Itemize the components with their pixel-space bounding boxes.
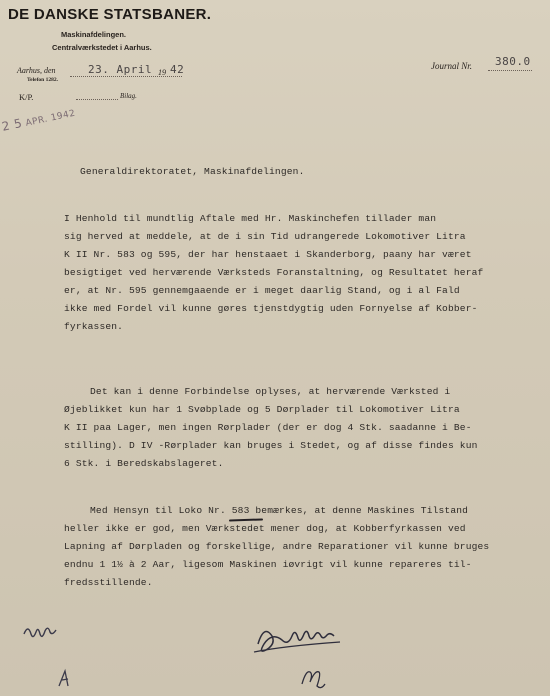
text-line: heller ikke er god, men Værkstedet mener dog, at Kobberfyrkassen ved	[64, 523, 466, 534]
text-line: fyrkassen.	[64, 321, 124, 332]
date-year-prefix: 19	[158, 68, 166, 77]
signature	[250, 622, 350, 662]
text-line: K II Nr. 583 og 595, der har henstaaet i Skanderborg, paany har været	[64, 249, 472, 260]
text-line: stilling). D IV -Rørplader kan bruges i Stedet, og af disse findes kun	[64, 440, 478, 451]
stamp-day: 2 5	[0, 115, 24, 134]
text-line: 6 Stk. i Beredskabslageret.	[64, 458, 224, 469]
journal-line	[488, 70, 532, 71]
text-line: ikke med Fordel vil kunne gøres tjenstdygtig uden Fornyelse af Kobber-	[64, 303, 478, 314]
handwritten-initial	[298, 664, 328, 690]
text-line: Det kan i denne Forbindelse oplyses, at herværende Værksted i	[90, 386, 451, 397]
handwritten-underline	[229, 518, 263, 521]
workshop-name: Centralværkstedet i Aarhus.	[52, 43, 152, 52]
company-name: DE DANSKE STATSBANER.	[8, 6, 212, 23]
reference-line	[76, 99, 118, 100]
text-line: Øjeblikket kun har 1 Svøbplade og 5 Dørplader til Lokomotiver Litra	[64, 404, 460, 415]
handwritten-initials-mark	[22, 620, 62, 644]
department-name: Maskinafdelingen.	[61, 30, 127, 39]
phone-label: Telefon 1282.	[27, 77, 58, 83]
text-line: K II paa Lager, men ingen Rørplader (der er dog 4 Stk. saadanne i Be-	[64, 422, 472, 433]
text-line: endnu 1 1½ à 2 Aar, ligesom Maskinen iøvrigt vil kunne repareres til-	[64, 559, 472, 570]
enclosures-label: Bilag.	[120, 92, 137, 100]
date-year: 42	[170, 63, 185, 76]
received-stamp	[1, 105, 77, 134]
stamp-month-year: APR. 1942	[24, 108, 77, 129]
journal-number: 380.0	[495, 55, 531, 68]
text-line: besigtiget ved herværende Værksteds Foranstaltning, og Resultatet heraf	[64, 267, 484, 278]
journal-label: Journal Nr.	[431, 61, 473, 71]
addressee: Generaldirektoratet, Maskinafdelingen.	[80, 166, 305, 177]
date-day: 23. April	[88, 63, 153, 76]
text-line: Med Hensyn til Loko Nr. 583 bemærkes, at denne Maskines Tilstand	[90, 505, 469, 516]
text-line: fredsstillende.	[64, 577, 153, 588]
text-line: I Henhold til mundtlig Aftale med Hr. Maskinchefen tillader man	[64, 213, 437, 224]
text-line: Lapning af Dørpladen og forskellige, andre Reparationer vil kunne bruges	[64, 541, 490, 552]
place-label: Aarhus, den	[17, 66, 56, 75]
reference-label: K/P.	[19, 92, 34, 102]
handwritten-mark	[56, 668, 76, 690]
text-line: sig herved at meddele, at de i sin Tid udrangerede Lokomotiver Litra	[64, 231, 466, 242]
text-line: er, at Nr. 595 gennemgaaende er i meget daarlig Stand, og i al Fald	[64, 285, 460, 296]
